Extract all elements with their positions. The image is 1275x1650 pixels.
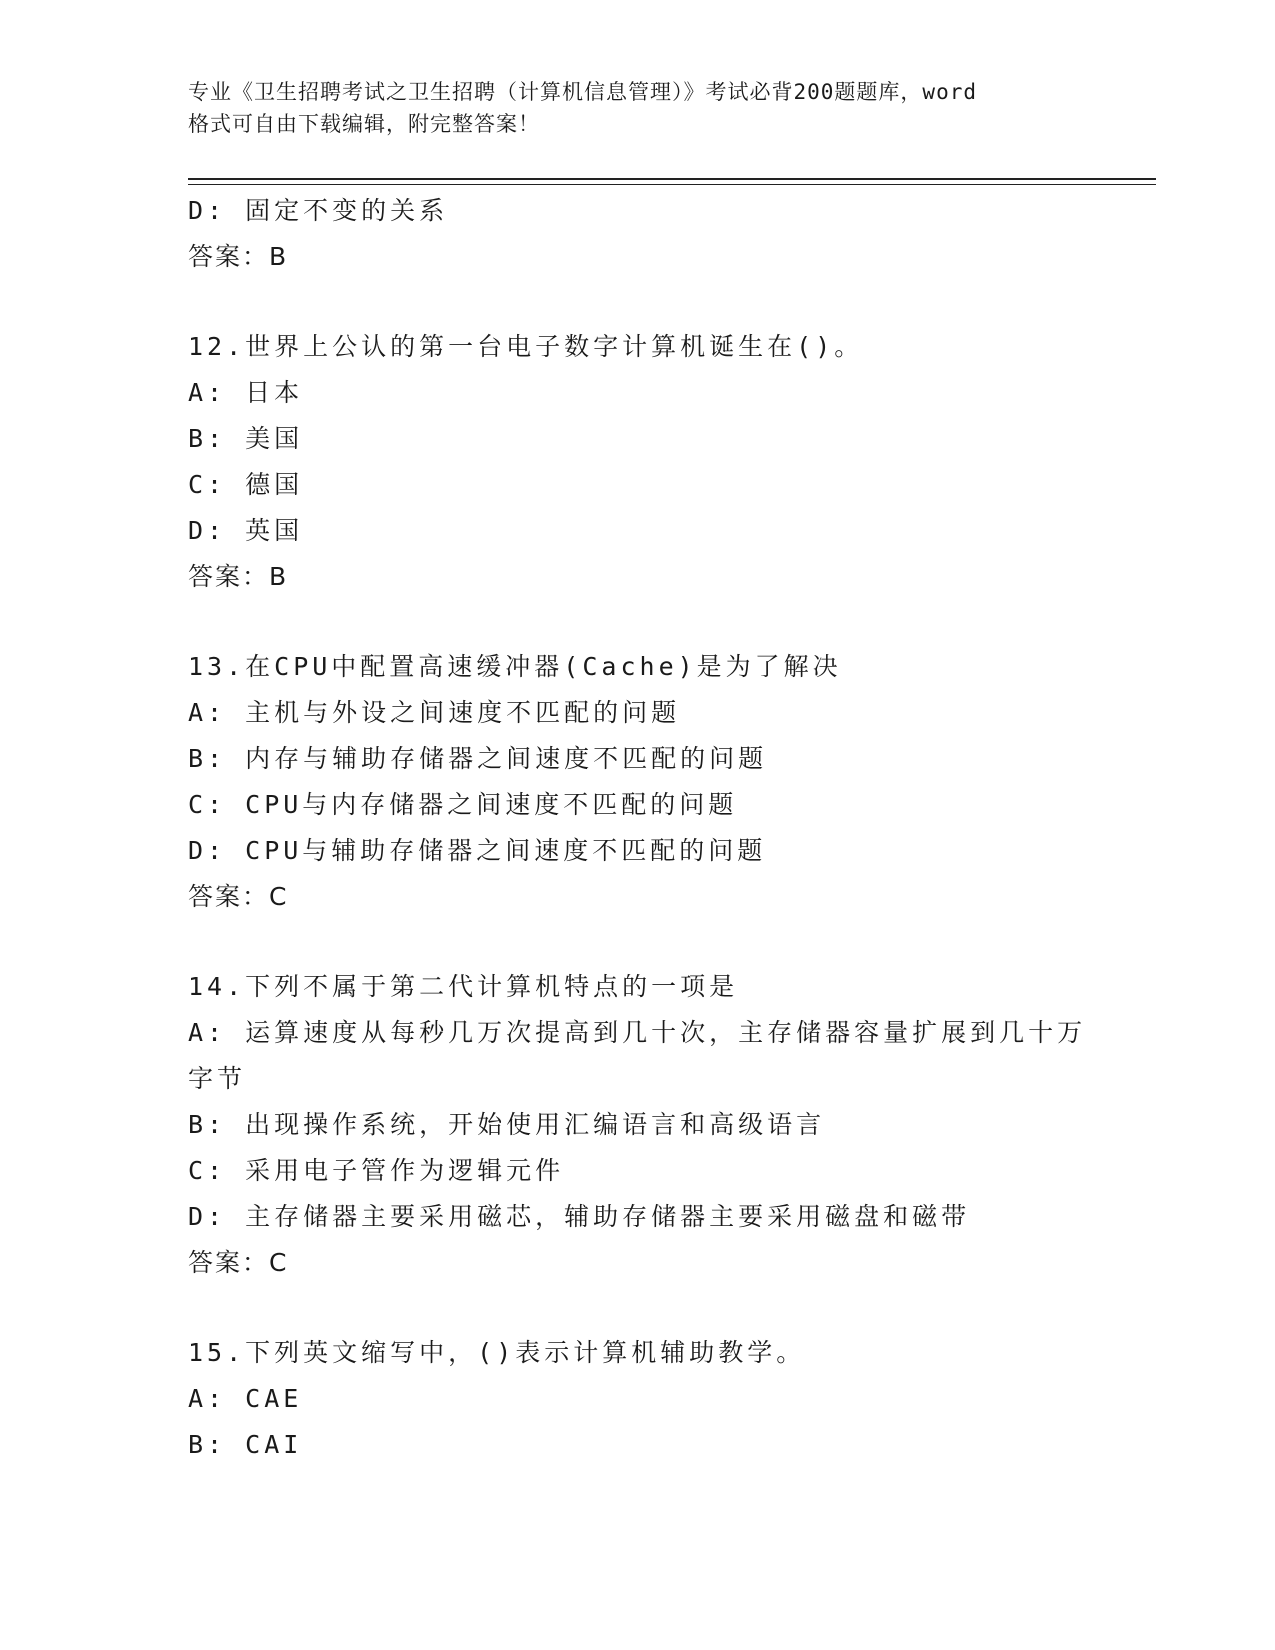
option-c: C: 德国 (188, 470, 304, 499)
option-b: B: 内存与辅助存储器之间速度不匹配的问题 (188, 744, 768, 773)
option-c: C: 采用电子管作为逻辑元件 (188, 1156, 565, 1185)
answer: 答案：C (188, 882, 289, 911)
header-line-1: 专业《卫生招聘考试之卫生招聘（计算机信息管理）》考试必背200题题库，word (188, 80, 977, 104)
question-13 (188, 644, 1088, 920)
question-11-tail (188, 188, 1088, 280)
answer: 答案：B (188, 562, 289, 591)
question-12 (188, 324, 1088, 600)
header-line-2: 格式可自由下载编辑，附完整答案！ (188, 112, 540, 136)
option-a-line-2: 字节 (188, 1064, 247, 1093)
option-c: C: CPU与内存储器之间速度不匹配的问题 (188, 790, 738, 819)
option-d: D: 固定不变的关系 (188, 196, 449, 225)
document-header (188, 76, 1088, 140)
question-stem: 12.世界上公认的第一台电子数字计算机诞生在()。 (188, 332, 864, 361)
option-d: D: 英国 (188, 516, 304, 545)
option-b: B: 美国 (188, 424, 304, 453)
option-a-line-1: A: 运算速度从每秒几万次提高到几十次，主存储器容量扩展到几十万 (188, 1018, 1087, 1047)
option-b: B: 出现操作系统，开始使用汇编语言和高级语言 (188, 1110, 826, 1139)
question-list (188, 188, 1088, 1468)
question-stem: 14.下列不属于第二代计算机特点的一项是 (188, 972, 739, 1001)
option-a: A: 主机与外设之间速度不匹配的问题 (188, 698, 681, 727)
answer: 答案：C (188, 1248, 289, 1277)
answer: 答案：B (188, 242, 289, 271)
question-15 (188, 1330, 1088, 1468)
option-b: B: CAI (188, 1430, 303, 1459)
question-stem: 15.下列英文缩写中，()表示计算机辅助教学。 (188, 1338, 806, 1367)
option-d: D: 主存储器主要采用磁芯，辅助存储器主要采用磁盘和磁带 (188, 1202, 971, 1231)
header-divider-thick (188, 178, 1156, 180)
option-a: A: CAE (188, 1384, 303, 1413)
question-stem: 13.在CPU中配置高速缓冲器(Cache)是为了解决 (188, 652, 842, 681)
option-d: D: CPU与辅助存储器之间速度不匹配的问题 (188, 836, 767, 865)
option-a: A: 日本 (188, 378, 304, 407)
header-divider-thin (188, 184, 1156, 185)
question-14 (188, 964, 1088, 1286)
